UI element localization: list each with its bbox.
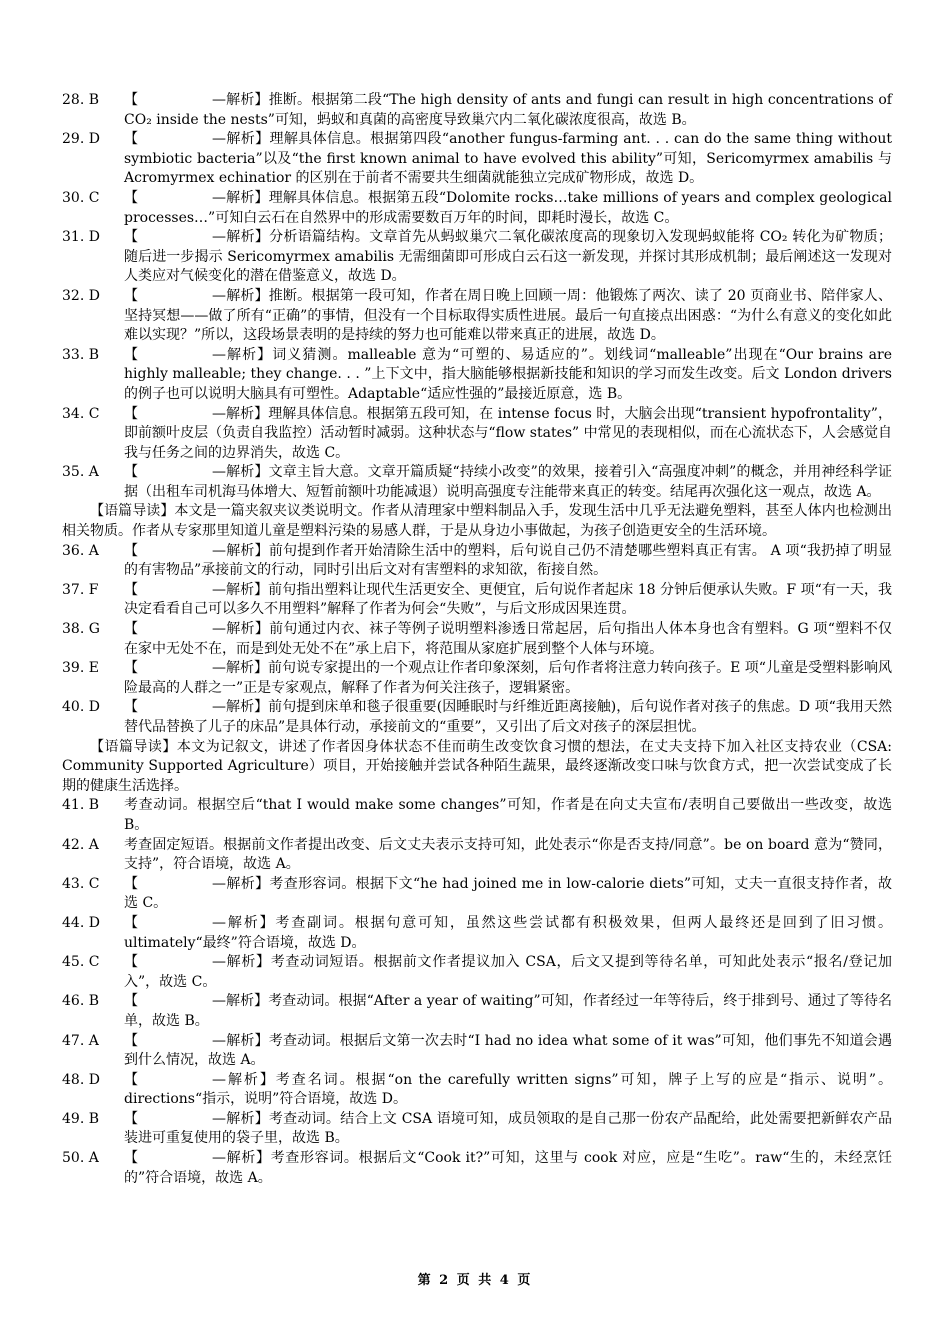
answer-bracket: 【 bbox=[124, 1071, 138, 1088]
answer-number: 31. D bbox=[62, 229, 100, 246]
answer-item bbox=[62, 875, 892, 914]
answer-explanation: 考查固定短语。根据前文作者提出改变、后文丈夫表示支持可知，此处表示“你是否支持/同意”。be on board 意为“赞同，支持”，符合语境，故选 A。 bbox=[124, 836, 892, 873]
answer-number: 33. B bbox=[62, 346, 100, 363]
answer-bracket: 【 bbox=[124, 464, 138, 481]
answer-explanation: —解析】前句指出塑料让现代生活更安全、更便宜，后句说作者起床 18 分钟后便承认失败。F 项“有一天，我决定看看自己可以多久不用塑料”解释了作者为何会“失败”，与后文形成因果连贯。 bbox=[124, 581, 892, 618]
answer-bracket: 【 bbox=[124, 1150, 138, 1167]
answer-number: 48. D bbox=[62, 1071, 100, 1088]
answer-item bbox=[62, 620, 892, 659]
answer-explanation: —解析】词义猜测。malleable 意为“可塑的、易适应的”。划线词“malleable”出现在“Our brains are highly malleable; they change. . . ”上下文中，指大脑能够根据新技能和知识的学习而发生改变。后文 London drivers 的例子也可以说明大脑具有可塑性。Adaptable“适应性强的”最接近原意，选 B。 bbox=[124, 346, 892, 402]
answer-item bbox=[62, 287, 892, 346]
answer-explanation: —解析】考查形容词。根据后文“Cook it?”可知，这里与 cook 对应，应是“生吃”。raw“生的，未经烹饪的”符合语境，故选 A。 bbox=[124, 1150, 892, 1186]
answer-number: 44. D bbox=[62, 914, 100, 931]
answer-explanation: —解析】理解具体信息。根据第五段可知，在 intense focus 时，大脑会出现“transient hypofrontality”，即前额叶皮层（负责自我监控）活动暂时减弱。这种状态与“flow states” 中常见的表现相似，而在心流状态下，人会感觉自我与任务之间的边界消失，故选 C。 bbox=[124, 405, 892, 461]
answer-item bbox=[62, 953, 892, 992]
answer-number: 29. D bbox=[62, 131, 100, 148]
answer-bracket: 【 bbox=[124, 542, 138, 559]
answer-number: 41. B bbox=[62, 797, 100, 814]
answer-item bbox=[62, 581, 892, 620]
answer-number: 38. G bbox=[62, 621, 100, 638]
answer-item bbox=[62, 542, 892, 581]
answer-number: 35. A bbox=[62, 464, 99, 481]
answer-bracket: 【 bbox=[124, 914, 138, 931]
answer-number: 43. C bbox=[62, 875, 100, 892]
answer-list bbox=[62, 91, 892, 1188]
answer-bracket: 【 bbox=[124, 287, 138, 304]
answer-item bbox=[62, 1032, 892, 1071]
answer-bracket: 【 bbox=[124, 92, 138, 108]
answer-number: 32. D bbox=[62, 287, 100, 304]
page-footer: 第 2 页 共 4 页 bbox=[417, 1273, 533, 1288]
answer-explanation: —解析】前句通过内衣、袜子等例子说明塑料渗透日常起居，后句指出人体本身也含有塑料。G 项“塑料不仅在家中无处不在，而是到处无处不在”承上启下，将范围从家庭扩展到整个人体与环境。 bbox=[124, 621, 892, 657]
answer-item bbox=[62, 1071, 892, 1110]
answer-bracket: 【 bbox=[124, 1110, 138, 1127]
answer-explanation: —解析】考查动词短语。根据前文作者提议加入 CSA，后文又提到等待名单，可知此处表示“报名/登记加入”，故选 C。 bbox=[124, 954, 892, 990]
answer-explanation: —解析】文章主旨大意。文章开篇质疑“持续小改变”的效果，接着引入“高强度冲刺”的概念，并用神经科学证据（出租车司机海马体增大、短暂前额叶功能减退）说明高强度专注能带来真正的转变。结尾再次强化这一观点，故选 A。 bbox=[124, 464, 892, 500]
answer-bracket: 【 bbox=[124, 346, 138, 363]
answer-number: 30. C bbox=[62, 189, 100, 206]
answer-explanation: —解析】考查动词。根据后文第一次去时“I had no idea what some of it was”可知，他们事先不知道会遇到什么情况，故选 A。 bbox=[124, 1032, 892, 1069]
answer-bracket: 【 bbox=[124, 581, 138, 598]
answer-bracket: 【 bbox=[124, 660, 138, 677]
answer-item bbox=[62, 189, 892, 228]
answer-bracket: 【 bbox=[124, 131, 138, 148]
reading-guide: 【语篇导读】本文为记叙文，讲述了作者因身体状态不佳而萌生改变饮食习惯的想法，在丈夫支持下加入社区支持农业（CSA: Community Supported Agriculture）项目，开始接触并尝试各种陌生蔬果，最终逐渐改变口味与饮食方式，把一次尝试变成了长期的健康生活选择。 bbox=[62, 738, 892, 794]
answer-number: 28. B bbox=[62, 92, 100, 108]
answer-number: 49. B bbox=[62, 1110, 100, 1127]
answer-number: 36. A bbox=[62, 542, 99, 559]
answer-explanation: —解析】推断。根据第一段可知，作者在周日晚上回顾一周：他锻炼了两次、读了 20 页商业书、陪伴家人、坚持冥想——做了所有“正确”的事情，但没有一个目标取得实质性进展。最后一句直接点出困惑：“为什么有意义的变化如此难以实现？”所以，这段场景表明的是持续的努力也可能难以带来真正的进展，故选 D。 bbox=[124, 287, 892, 344]
answer-number: 47. A bbox=[62, 1032, 99, 1049]
answer-bracket: 【 bbox=[124, 993, 138, 1010]
answer-explanation: —解析】分析语篇结构。文章首先从蚂蚁巢穴二氧化碳浓度高的现象切入发现蚂蚁能将 CO₂ 转化为矿物质；随后进一步揭示 Sericomyrmex amabilis 无需细菌即可形成白云石这一新发现，并探讨其形成机制；最后阐述这一发现对人类应对气候变化的潜在借鉴意义，故选 D。 bbox=[124, 229, 892, 285]
answer-number: 34. C bbox=[62, 405, 100, 422]
answer-number: 45. C bbox=[62, 954, 100, 971]
answer-explanation: —解析】考查形容词。根据下文“he had joined me in low-calorie diets”可知，丈夫一直很支持作者，故选 C。 bbox=[124, 875, 892, 912]
answer-item bbox=[62, 91, 892, 130]
answer-bracket: 【 bbox=[124, 405, 138, 422]
answer-explanation: —解析】考查动词。根据“After a year of waiting”可知，作者经过一年等待后，终于排到号、通过了等待名单，故选 B。 bbox=[124, 993, 892, 1029]
answer-explanation: —解析】理解具体信息。根据第五段“Dolomite rocks…take millions of years and complex geological processes…”可知白云石在自然界中的形成需要数百万年的时间，即耗时漫长，故选 C。 bbox=[124, 189, 892, 226]
answer-number: 40. D bbox=[62, 699, 100, 716]
answer-explanation: —解析】考查动词。结合上文 CSA 语境可知，成员领取的是自己那一份农产品配给，此处需要把新鲜农产品装进可重复使用的袋子里，故选 B。 bbox=[124, 1110, 892, 1147]
answer-item bbox=[62, 698, 892, 737]
answer-bracket: 【 bbox=[124, 875, 138, 892]
answer-explanation: 考查动词。根据空后“that I would make some changes”可知，作者是在向丈夫宣布/表明自己要做出一些改变，故选 B。 bbox=[124, 797, 892, 833]
answer-explanation: —解析】前句提到作者开始清除生活中的塑料，后句说自己仍不清楚哪些塑料真正有害。 A 项“我扔掉了明显的有害物品”承接前文的行动，同时引出后文对有害塑料的求知欲，衔接自然。 bbox=[124, 542, 892, 579]
answer-item bbox=[62, 1110, 892, 1149]
answer-item bbox=[62, 463, 892, 502]
answer-number: 37. F bbox=[62, 581, 99, 598]
answer-number: 50. A bbox=[62, 1150, 99, 1167]
answer-item bbox=[62, 130, 892, 189]
answer-item bbox=[62, 1149, 892, 1188]
answer-item bbox=[62, 405, 892, 464]
answer-explanation: —解析】理解具体信息。根据第四段“another fungus-farming ant. . . can do the same thing without symbiotic bacteria”以及“the first known animal to have evolved this ability”可知，Sericomyrmex amabilis 与 Acromyrmex echinatior 的区别在于前者不需要共生细菌就能独立完成矿物形成，故选 D。 bbox=[124, 131, 892, 187]
answer-explanation: —解析】前句说专家提出的一个观点让作者印象深刻，后句作者将注意力转向孩子。E 项“儿童是受塑料影响风险最高的人群之一”正是专家观点，解释了作者为何关注孩子，逻辑紧密。 bbox=[124, 660, 892, 696]
answer-explanation: —解析】考查副词。根据句意可知，虽然这些尝试都有积极效果，但两人最终还是回到了旧习惯。ultimately“最终”符合语境，故选 D。 bbox=[124, 914, 892, 951]
answer-bracket: 【 bbox=[124, 189, 138, 206]
answer-item bbox=[62, 796, 892, 835]
answer-number: 46. B bbox=[62, 993, 100, 1010]
answer-explanation: —解析】推断。根据第二段“The high density of ants and fungi can result in high concentrations of CO₂ inside the nests”可知，蚂蚁和真菌的高密度导致巢穴内二氧化碳浓度很高，故选 B。 bbox=[124, 92, 892, 128]
reading-guide: 【语篇导读】本文是一篇夹叙夹议类说明文。作者从清理家中塑料制品入手，发现生活中几乎无法避免塑料，甚至人体内也检测出相关物质。作者从专家那里知道儿童是塑料污染的易感人群，于是从身边小事做起，为孩子创造更安全的生活环境。 bbox=[62, 503, 892, 540]
answer-bracket: 【 bbox=[124, 1032, 138, 1049]
answer-item bbox=[62, 346, 892, 405]
answer-number: 39. E bbox=[62, 660, 99, 677]
answer-item bbox=[62, 228, 892, 287]
answer-bracket: 【 bbox=[124, 954, 138, 971]
answer-bracket: 【 bbox=[124, 229, 138, 246]
answer-number: 42. A bbox=[62, 836, 99, 853]
answer-item bbox=[62, 992, 892, 1031]
answer-bracket: 【 bbox=[124, 699, 138, 716]
answer-item bbox=[62, 836, 892, 875]
answer-bracket: 【 bbox=[124, 621, 138, 638]
answer-item bbox=[62, 914, 892, 953]
answer-explanation: —解析】考查名词。根据“on the carefully written signs”可知，牌子上写的应是“指示、说明”。directions“指示，说明”符合语境，故选 D。 bbox=[124, 1071, 892, 1108]
answer-item bbox=[62, 659, 892, 698]
answer-explanation: —解析】前句提到床单和毯子很重要(因睡眠时与纤维近距离接触)，后句说作者对孩子的焦虑。D 项“我用天然替代品替换了儿子的床品”是具体行动，承接前文的“重要”，又引出了后文对孩子的深层担忧。 bbox=[124, 699, 892, 735]
